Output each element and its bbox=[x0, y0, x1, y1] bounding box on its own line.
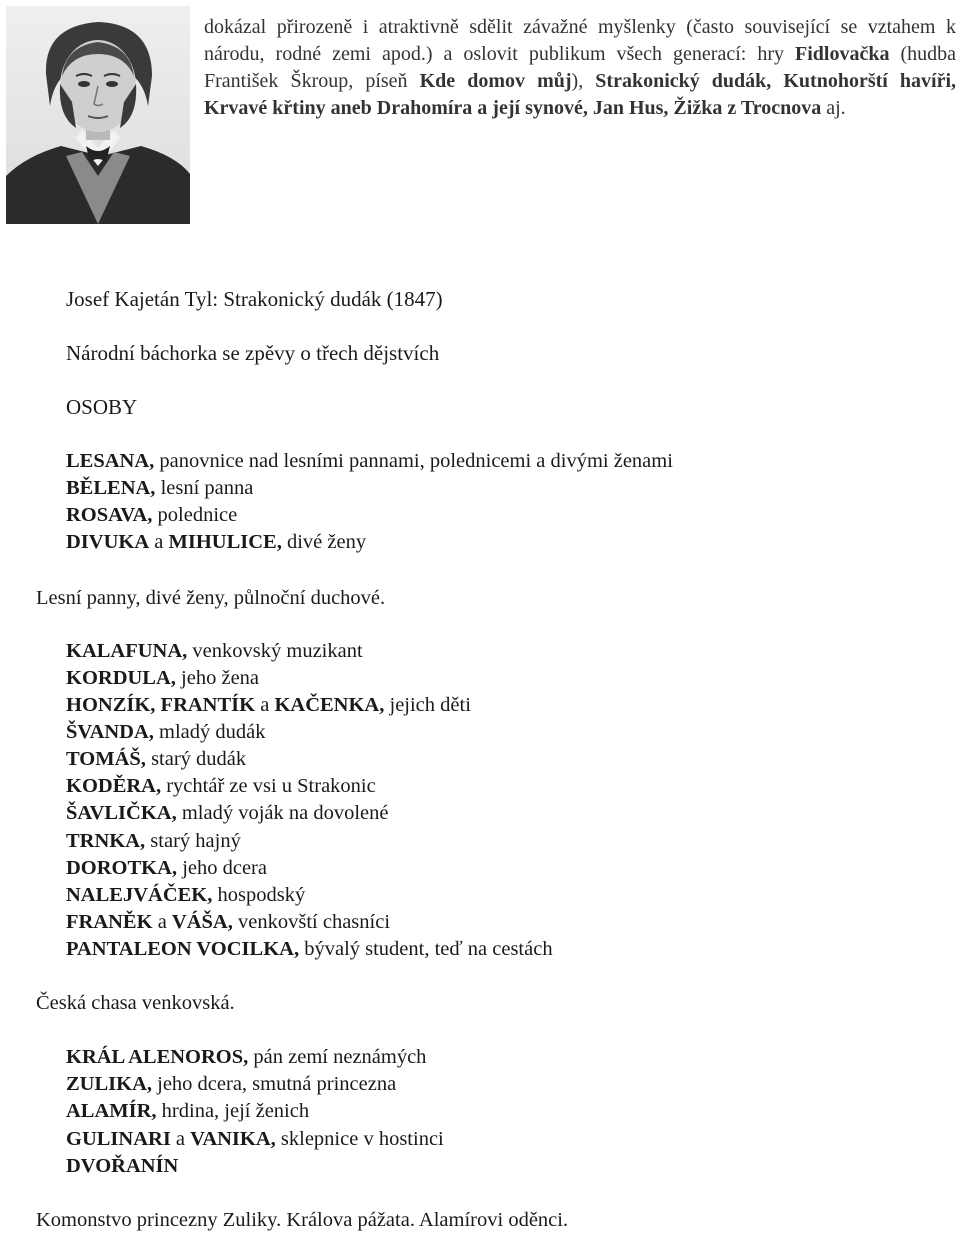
intro-paragraph bbox=[204, 14, 956, 122]
cast-item bbox=[66, 855, 267, 882]
cast-desc: divé ženy bbox=[281, 531, 367, 553]
cast-item bbox=[66, 665, 259, 692]
cast-item bbox=[66, 719, 266, 746]
cast-name: TRNKA, bbox=[66, 830, 146, 852]
cast-item bbox=[66, 529, 366, 556]
cast-desc: rychtář ze vsi u Strakonic bbox=[161, 775, 376, 797]
cast-desc: jeho dcera, smutná princezna bbox=[152, 1073, 397, 1095]
intro-text: ), bbox=[571, 70, 596, 92]
cast-item bbox=[66, 502, 237, 529]
cast-desc: hospodský bbox=[212, 884, 306, 906]
cast-item bbox=[66, 800, 388, 827]
cast-desc: panovnice nad lesními pannami, polednicemi a divými ženami bbox=[154, 450, 673, 472]
cast-item bbox=[66, 1126, 444, 1153]
cast-item bbox=[66, 828, 241, 855]
cast-item bbox=[66, 773, 376, 800]
cast-desc: sklepnice v hostinci bbox=[275, 1128, 444, 1150]
cast-item bbox=[66, 1153, 178, 1180]
cast-name: NALEJVÁČEK, bbox=[66, 884, 213, 906]
cast-conj: a bbox=[149, 531, 169, 553]
cast-name: KALAFUNA, bbox=[66, 640, 188, 662]
cast-name: ZULIKA, bbox=[66, 1073, 153, 1095]
persons-heading: OSOBY bbox=[66, 395, 138, 419]
cast-item bbox=[66, 882, 305, 909]
cast-name: VÁŠA, bbox=[171, 911, 233, 933]
intro-text: (hudba František Škroup, píseň bbox=[204, 43, 956, 92]
author-portrait bbox=[6, 6, 190, 224]
cast-desc: bývalý student, teď na cestách bbox=[299, 938, 553, 960]
cast-name: ROSAVA, bbox=[66, 504, 153, 526]
cast-name: KORDULA, bbox=[66, 667, 176, 689]
cast-name: PANTALEON VOCILKA, bbox=[66, 938, 300, 960]
cast-name: FRANĚK bbox=[66, 911, 153, 933]
cast-name: HONZÍK, bbox=[66, 694, 156, 716]
cast-item bbox=[66, 909, 390, 936]
cast-item bbox=[66, 746, 246, 773]
cast-name: VANIKA, bbox=[190, 1128, 276, 1150]
intro-text: aj. bbox=[821, 97, 846, 119]
play-subtitle: Národní báchorka se zpěvy o třech dějstvích bbox=[66, 341, 440, 365]
group-note: Česká chasa venkovská. bbox=[36, 992, 235, 1014]
cast-desc: venkovský muzikant bbox=[187, 640, 363, 662]
play-title: Josef Kajetán Tyl: Strakonický dudák (1847) bbox=[66, 287, 443, 311]
cast-name: KRÁL ALENOROS, bbox=[66, 1046, 249, 1068]
cast-name: BĚLENA, bbox=[66, 477, 156, 499]
cast-item bbox=[66, 1098, 309, 1125]
cast-desc: mladý voják na dovolené bbox=[176, 802, 389, 824]
cast-item bbox=[66, 936, 553, 963]
cast-item bbox=[66, 692, 471, 719]
intro-bold-fidlovacka: Fidlovačka bbox=[795, 43, 890, 65]
intro-text: dokázal přirozeně i atraktivně sdělit závažné myšlenky (často související se vztahem k národu, rodné zemi apod.) a oslovit publikum všech generací: hry bbox=[204, 16, 956, 65]
cast-desc: pán zemí neznámých bbox=[248, 1046, 427, 1068]
cast-item bbox=[66, 475, 253, 502]
cast-name: ŠVANDA, bbox=[66, 721, 154, 743]
intro-bold-kde-domov: Kde domov můj bbox=[419, 70, 572, 92]
cast-desc: jeho dcera bbox=[177, 857, 267, 879]
cast-name: DVOŘANÍN bbox=[66, 1155, 179, 1177]
cast-item bbox=[66, 1044, 426, 1071]
cast-name: KODĚRA, bbox=[66, 775, 162, 797]
intro-bold-plays: Strakonický dudák, Kutnohorští havíři, Krvavé křtiny aneb Drahomíra a její synové, Jan Hus, Žižka z Trocnova bbox=[204, 70, 956, 119]
cast-desc: starý hajný bbox=[145, 830, 241, 852]
cast-name: ALAMÍR, bbox=[66, 1100, 157, 1122]
portrait-illustration bbox=[6, 6, 190, 224]
group-note: Komonstvo princezny Zuliky. Králova pážata. Alamírovi oděnci. bbox=[36, 1209, 569, 1231]
cast-name: TOMÁŠ, bbox=[66, 748, 146, 770]
cast-name: LESANA, bbox=[66, 450, 155, 472]
cast-item bbox=[66, 638, 363, 665]
cast-desc: starý dudák bbox=[145, 748, 247, 770]
cast-desc: jejich děti bbox=[384, 694, 471, 716]
cast-item bbox=[66, 448, 673, 475]
cast-desc: venkovští chasníci bbox=[232, 911, 391, 933]
cast-name: DOROTKA, bbox=[66, 857, 178, 879]
cast-name: FRANTÍK bbox=[155, 694, 256, 716]
cast-desc: jeho žena bbox=[175, 667, 260, 689]
cast-name: DIVUKA bbox=[66, 531, 150, 553]
cast-name: GULINARI bbox=[66, 1128, 171, 1150]
cast-conj: a bbox=[255, 694, 275, 716]
group-note: Lesní panny, divé ženy, půlnoční duchové. bbox=[36, 587, 386, 609]
cast-desc: lesní panna bbox=[155, 477, 254, 499]
cast-name: ŠAVLIČKA, bbox=[66, 802, 177, 824]
cast-conj: a bbox=[170, 1128, 191, 1150]
cast-desc: mladý dudák bbox=[153, 721, 266, 743]
cast-conj: a bbox=[152, 911, 172, 933]
cast-desc: polednice bbox=[152, 504, 238, 526]
cast-desc: hrdina, její ženich bbox=[156, 1100, 310, 1122]
cast-item bbox=[66, 1071, 396, 1098]
cast-name: KAČENKA, bbox=[274, 694, 385, 716]
cast-name: MIHULICE, bbox=[168, 531, 282, 553]
